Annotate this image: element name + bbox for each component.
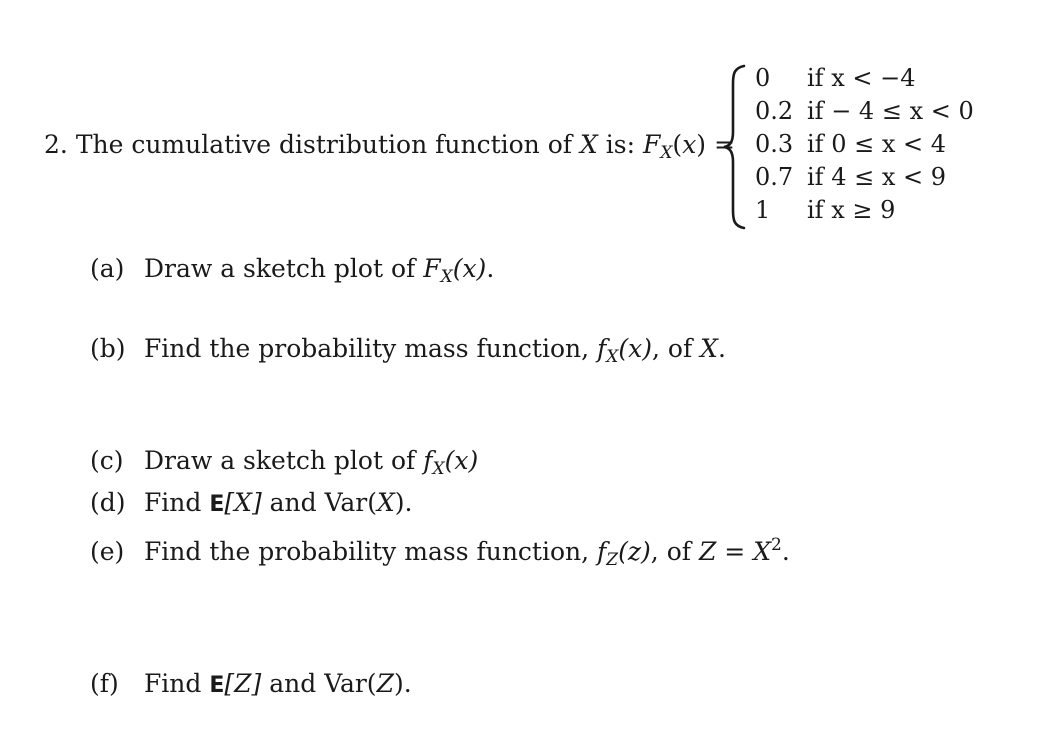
piecewise-condition: if x ≥ 9 bbox=[807, 196, 896, 224]
piecewise-value: 0.3 bbox=[755, 130, 794, 158]
part-b-end: . bbox=[717, 334, 726, 363]
part-f-and-var: and Var( bbox=[269, 669, 377, 698]
problem-number: 2. bbox=[44, 130, 68, 159]
part-e-func: f bbox=[597, 537, 607, 566]
cdf-argument: x bbox=[682, 130, 697, 159]
problem-lead-text: The cumulative distribution function of bbox=[75, 130, 573, 159]
part-f-var: Z bbox=[376, 669, 394, 698]
cdf-symbol: F bbox=[642, 130, 661, 159]
cdf-close-paren: ) bbox=[696, 130, 707, 159]
piecewise-condition: if x < −4 bbox=[807, 64, 916, 92]
part-c bbox=[90, 446, 478, 484]
part-b-var: X bbox=[700, 334, 718, 363]
part-e-text: Find the probability mass function, bbox=[143, 537, 590, 566]
part-b-tail: , of bbox=[652, 334, 693, 363]
piecewise-condition: if 4 ≤ x < 9 bbox=[807, 163, 946, 191]
part-f-text: Find bbox=[143, 669, 202, 698]
part-e-arg: (z) bbox=[618, 537, 651, 566]
part-d bbox=[90, 488, 413, 520]
part-b bbox=[90, 334, 726, 372]
part-c-label: (c) bbox=[90, 446, 124, 475]
piecewise-value: 0 bbox=[755, 64, 771, 92]
piecewise-value: 0.7 bbox=[755, 163, 794, 191]
part-b-label: (b) bbox=[90, 334, 126, 363]
equals-sign: = bbox=[714, 130, 735, 159]
part-b-arg: (x) bbox=[618, 334, 653, 363]
is-text: is: bbox=[605, 130, 635, 159]
part-a-arg: (x) bbox=[452, 254, 487, 283]
part-d-expectation: [X] bbox=[224, 488, 262, 517]
part-e-var: Z bbox=[698, 537, 717, 566]
piecewise-value: 1 bbox=[755, 196, 771, 224]
piecewise-condition: if 0 ≤ x < 4 bbox=[807, 130, 946, 158]
part-f-expectation-symbol: E bbox=[209, 673, 225, 698]
part-c-arg: (x) bbox=[444, 446, 479, 475]
part-e-label: (e) bbox=[90, 537, 125, 566]
part-e-rhs: X bbox=[753, 537, 771, 566]
cdf-subscript: X bbox=[660, 143, 673, 163]
piecewise-condition: if − 4 ≤ x < 0 bbox=[807, 97, 974, 125]
part-d-text: Find bbox=[143, 488, 202, 517]
part-f-label: (f) bbox=[90, 669, 119, 698]
part-d-expectation-symbol: E bbox=[209, 492, 225, 517]
part-e-sub: Z bbox=[606, 550, 619, 570]
part-e bbox=[90, 530, 790, 575]
part-f-expectation: [Z] bbox=[224, 669, 262, 698]
part-f-end: ). bbox=[393, 669, 412, 698]
part-c-text: Draw a sketch plot of bbox=[143, 446, 416, 475]
left-brace-icon bbox=[722, 64, 748, 230]
piecewise-value: 0.2 bbox=[755, 97, 794, 125]
part-d-and-var: and Var( bbox=[269, 488, 377, 517]
part-d-var: X bbox=[376, 488, 395, 517]
part-e-end: . bbox=[781, 537, 790, 566]
piecewise-definition bbox=[755, 62, 1045, 232]
part-c-sub: X bbox=[432, 459, 445, 479]
part-a-sub: X bbox=[440, 267, 453, 287]
part-a-label: (a) bbox=[90, 254, 125, 283]
part-a-func: F bbox=[423, 254, 441, 283]
part-e-tail: , of bbox=[650, 537, 691, 566]
part-a-end: . bbox=[486, 254, 495, 283]
part-e-eq: = bbox=[724, 537, 746, 566]
part-a bbox=[90, 254, 494, 292]
part-d-end: ). bbox=[394, 488, 413, 517]
part-b-text: Find the probability mass function, bbox=[143, 334, 590, 363]
part-b-func: f bbox=[597, 334, 607, 363]
random-variable-x: X bbox=[579, 130, 598, 159]
part-f bbox=[90, 669, 412, 701]
part-d-label: (d) bbox=[90, 488, 126, 517]
part-a-text: Draw a sketch plot of bbox=[143, 254, 416, 283]
part-e-pow: 2 bbox=[771, 535, 782, 555]
part-c-func: f bbox=[423, 446, 433, 475]
problem-statement bbox=[44, 130, 735, 168]
part-b-sub: X bbox=[606, 347, 619, 367]
cdf-open-paren: ( bbox=[672, 130, 683, 159]
